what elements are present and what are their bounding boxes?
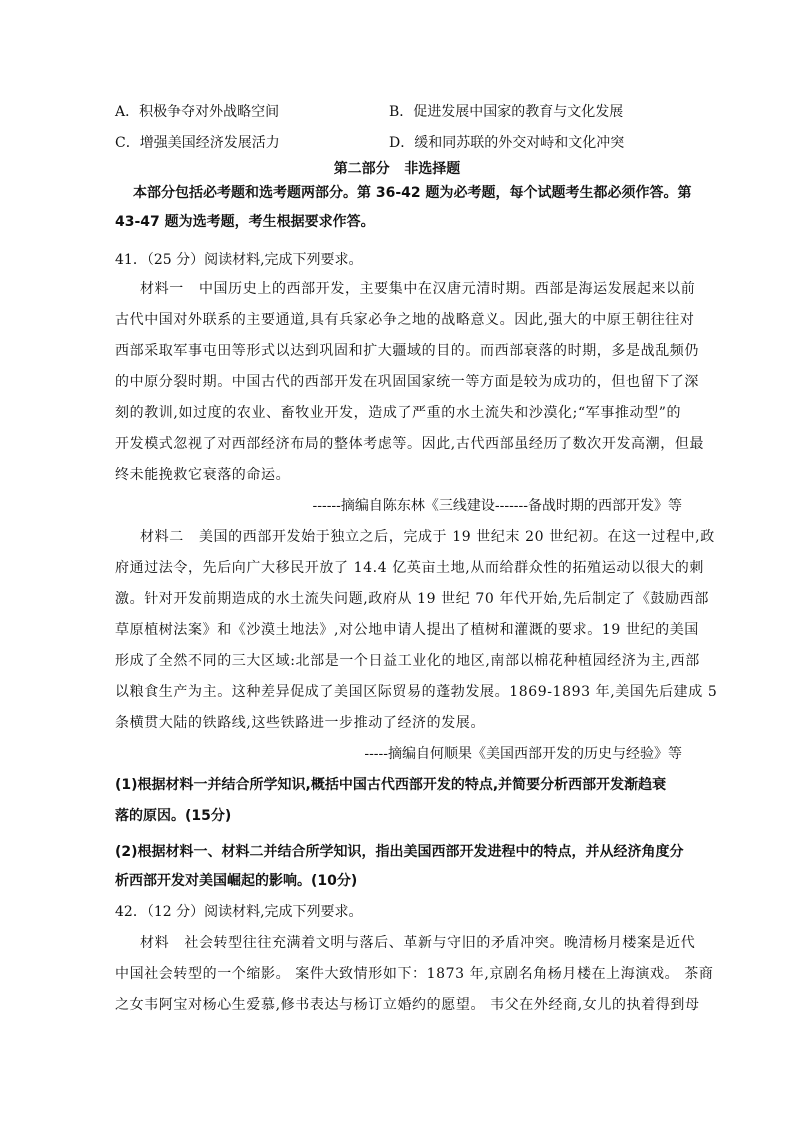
q41-material1-line-4: 的中原分裂时期。中国古代的西部开发在巩固国家统一等方面是较为成功的，但也留下了深 [115, 374, 699, 390]
intro-line-2: 43-47 题为选考题，考生根据要求作答。 [115, 214, 375, 230]
q41-material1-line-5: 刻的教训,如过度的农业、畜牧业开发，造成了严重的水土流失和沙漠化;“军事推动型”的 [115, 405, 682, 421]
q41-header: 41．（25 分）阅读材料,完成下列要求。 [115, 252, 363, 268]
q41-material1-line-7: 终未能挽救它衰落的命运。 [115, 467, 291, 483]
section-title: 第二部分 非选择题 [333, 161, 461, 177]
option-a: A．积极争夺对外战略空间 [115, 104, 280, 120]
q41-material2-line-4: 草原植树法案》和《沙漠土地法》,对公地申请人提出了植树和灌溉的要求。19 世纪的美国 [115, 622, 699, 638]
q41-source-2: -----摘编自何顺果《美国西部开发的历史与经验》等 [364, 746, 682, 762]
option-d: D．缓和同苏联的外交对峙和文化冲突 [389, 135, 625, 151]
q41-subquestion-2-line-2: 析西部开发对美国崛起的影响。(10分) [115, 873, 358, 889]
q42-material-line-1: 材料 社会转型往往充满着文明与落后、革新与守旧的矛盾冲突。晚清杨月楼案是近代 [140, 935, 696, 951]
q41-material2-line-3: 激。针对开发前期造成的水土流失问题,政府从 19 世纪 70 年代开始,先后制定了《鼓励西部 [115, 591, 709, 607]
q41-source-1: ------摘编自陈东林《三线建设-------备战时期的西部开发》等 [312, 498, 682, 514]
q41-subquestion-1-line-2: 落的原因。(15分) [115, 808, 232, 824]
q41-material1-line-1: 材料一 中国历史上的西部开发，主要集中在汉唐元清时期。西部是海运发展起来以前 [140, 281, 696, 297]
q41-material2-line-2: 府通过法令，先后向广大移民开放了 14.4 亿英亩土地,从而给群众性的拓殖运动以很大的刺 [115, 560, 704, 576]
q42-material-line-3: 之女韦阿宝对杨心生爱慕,修书表达与杨订立婚约的愿望。 韦父在外经商,女儿的执着得到母 [115, 997, 700, 1013]
q41-subquestion-2-line-1: (2)根据材料一、材料二并结合所学知识，指出美国西部开发进程中的特点，并从经济角度分 [115, 844, 684, 860]
q41-material1-line-6: 开发模式忽视了对西部经济布局的整体考虑等。因此,古代西部虽经历了数次开发高潮，但最 [115, 436, 705, 452]
q41-material1-line-3: 西部采取军事屯田等形式以达到巩固和扩大疆域的目的。而西部衰落的时期，多是战乱频仍 [115, 343, 699, 359]
q41-material2-line-5: 形成了全然不同的三大区域:北部是一个日益工业化的地区,南部以棉花种植园经济为主,西部 [115, 653, 700, 669]
q41-material2-line-7: 条横贯大陆的铁路线,这些铁路进一步推动了经济的发展。 [115, 715, 486, 731]
q41-subquestion-1-line-1: (1)根据材料一并结合所学知识,概括中国古代西部开发的特点,并简要分析西部开发渐趋衰 [115, 777, 667, 793]
option-c: C．增强美国经济发展活力 [115, 135, 280, 151]
q42-material-line-2: 中国社会转型的一个缩影。 案件大致情形如下：1873 年,京剧名角杨月楼在上海演戏。 茶商 [115, 966, 714, 982]
q41-material2-line-6: 以粮食生产为主。这种差异促成了美国区际贸易的蓬勃发展。1869-1893 年,美国先后建成 5 [115, 684, 718, 700]
q41-material2-line-1: 材料二 美国的西部开发始于独立之后，完成于 19 世纪末 20 世纪初。在这一过程中,政 [140, 529, 715, 545]
option-b: B．促进发展中国家的教育与文化发展 [389, 104, 624, 120]
q42-header: 42．（12 分）阅读材料,完成下列要求。 [115, 904, 363, 920]
q41-material1-line-2: 古代中国对外联系的主要通道,具有兵家必争之地的战略意义。因此,强大的中原王朝往往对 [115, 312, 695, 328]
intro-line-1: 本部分包括必考题和选考题两部分。第 36-42 题为必考题，每个试题考生都必须作答。第 [133, 185, 692, 201]
